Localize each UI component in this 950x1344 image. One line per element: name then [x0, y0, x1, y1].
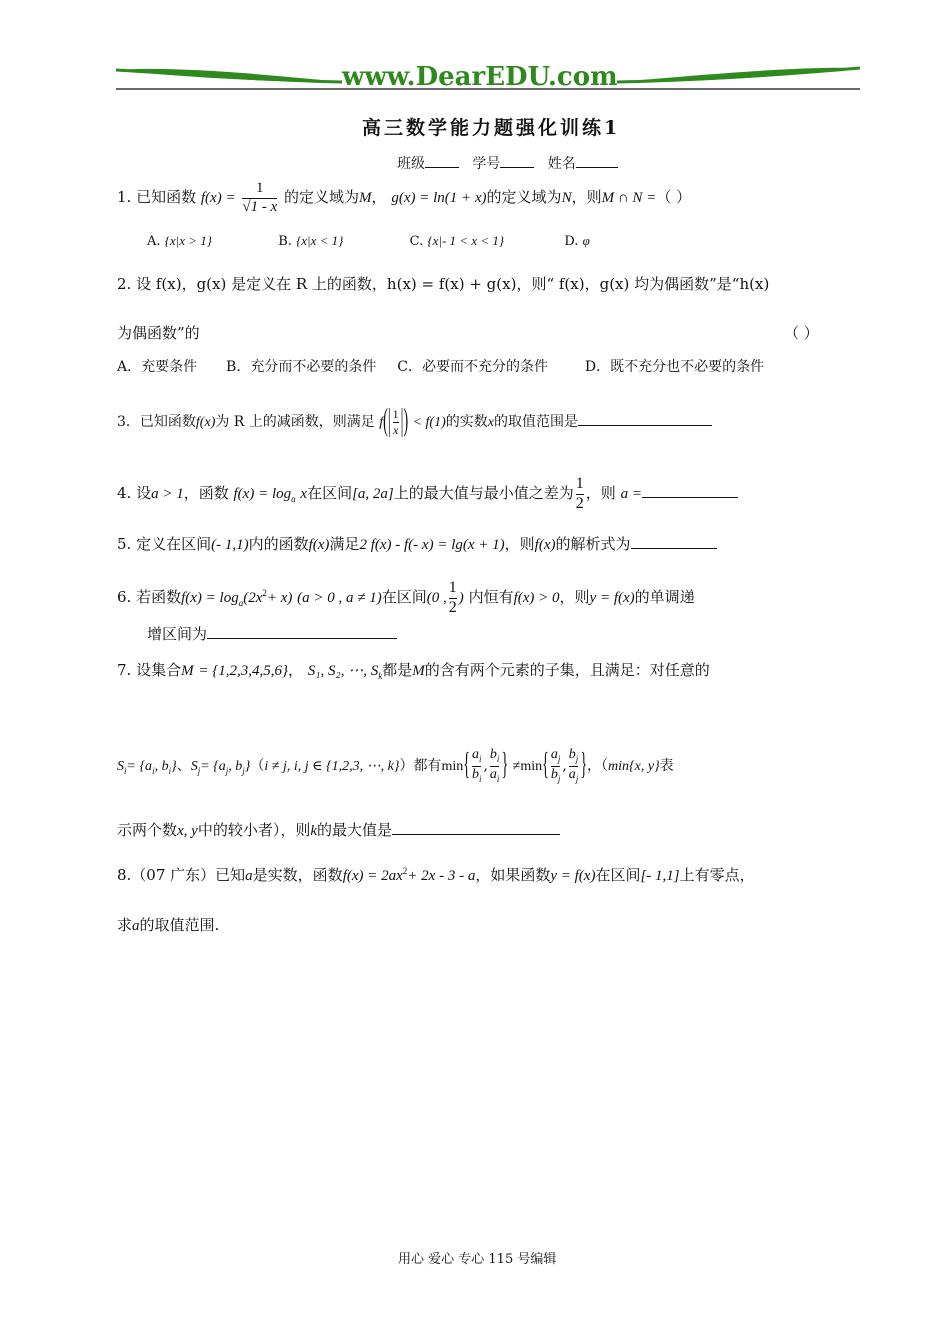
- q1-option-c: {x|- 1 < x < 1}: [427, 233, 505, 248]
- q7-subsets: S₁, S₂, ⋯, S: [307, 663, 379, 679]
- q7-frac-ai-bi: [472, 748, 482, 783]
- q7-frac-bj-aj: [569, 748, 579, 783]
- q6-num: 1: [448, 578, 457, 596]
- q6-intro: 6. 若函数: [117, 588, 182, 606]
- q1-option-c-label: C.: [409, 234, 424, 249]
- q6-line-1: [117, 571, 695, 625]
- q1-option-b: {x|x < 1}: [296, 233, 344, 248]
- q7-intro: 7. 设集合: [117, 661, 182, 679]
- q7-f2n-sub: i: [496, 754, 500, 765]
- q7-si-set2: , b: [154, 759, 169, 774]
- q7-si-sub: i: [124, 765, 127, 776]
- q7-mid1: ，: [288, 661, 304, 679]
- q7-f1d: b: [471, 766, 479, 782]
- q7-f1d-sub: i: [478, 773, 482, 784]
- q7-note-open: ，（: [587, 758, 609, 774]
- q5-mid2: 满足: [329, 535, 360, 553]
- q7-f3n: a: [550, 747, 558, 763]
- q5-fx: f(x): [308, 537, 330, 553]
- q7-cond-close: ）: [399, 758, 414, 774]
- q7-f4n-sub: j: [575, 754, 579, 765]
- q7-cond: i ≠ j, i, j ∈ {1,2,3, ⋯, k}: [264, 759, 400, 774]
- q7-f4n: b: [568, 747, 576, 763]
- q4-interval: [a, 2a]: [352, 486, 394, 502]
- q7-f3d-sub: j: [557, 773, 561, 784]
- q7-sj: S: [190, 759, 198, 774]
- q3-fx: f(x): [195, 415, 216, 430]
- q6-log-base: a: [238, 598, 244, 608]
- q4-a-eq: a =: [620, 486, 642, 502]
- q5-interval: (- 1,1): [211, 537, 249, 553]
- q5-mid1: 内的函数: [248, 535, 309, 553]
- q7-have: 都有: [413, 758, 442, 774]
- q1-M: M: [359, 190, 372, 206]
- q7-f3d: b: [550, 766, 558, 782]
- q5-mid3: ，则: [504, 535, 535, 553]
- q6-answer-blank: [207, 637, 397, 639]
- q1-comma: ，: [371, 188, 387, 206]
- q4-mid3: 上的最大值与最小值之差为: [393, 484, 574, 502]
- q7-brace-close-1: }: [501, 748, 509, 784]
- q1-option-d: φ: [582, 233, 590, 248]
- page-footer: 用心 爱心 专心 115 号编辑: [398, 1252, 557, 1267]
- q7-min-right: min: [520, 759, 543, 774]
- q1-mid2: 的定义域为: [486, 188, 562, 206]
- q7-f3n-sub: j: [557, 754, 561, 765]
- q7-xy: x, y: [177, 823, 198, 839]
- q3-tail2: 的取值范围是: [493, 414, 578, 430]
- q7-f2n: b: [489, 747, 497, 763]
- q4-intro: 4. 设: [117, 484, 152, 502]
- q8-func: f(x) = 2ax: [342, 868, 403, 884]
- q7-sep: 、: [176, 758, 191, 774]
- site-logo-text: www.DearEDU.com: [342, 62, 618, 92]
- q6-cond: (a > 0 , a ≠ 1): [297, 590, 382, 606]
- q6-fraction: [449, 580, 457, 617]
- q4-tail: ，则: [585, 484, 616, 502]
- q7-frac-aj-bj: [551, 748, 561, 783]
- q1-fraction: [242, 181, 277, 216]
- q6-int-left: (0 ,: [426, 590, 447, 606]
- q2-option-d: D．既不充分也不必要的条件: [584, 359, 765, 375]
- question-5: [117, 533, 717, 554]
- q7-aj-sub: j: [225, 765, 229, 776]
- q7-min-left: min: [441, 759, 464, 774]
- q7-f1n: a: [471, 747, 479, 763]
- q2-option-c: C．必要而不充分的条件: [397, 359, 548, 375]
- q7-bj-sub: j: [242, 765, 245, 776]
- q8-line2a: 求: [117, 916, 133, 934]
- question-3: [117, 402, 712, 443]
- q3-abs-right: |: [400, 404, 404, 440]
- q3-num: 1: [392, 406, 399, 421]
- q8-a: a: [245, 868, 253, 884]
- q8-line-2: [117, 914, 219, 935]
- q6-arg: (2x: [243, 590, 263, 606]
- q4-den: 2: [575, 494, 584, 512]
- q7-line3c: 的最大值是: [317, 821, 393, 839]
- q3-paren-left: (: [383, 404, 388, 440]
- q8-interval: [- 1,1]: [640, 868, 680, 884]
- q7-si-end: }: [171, 759, 177, 774]
- q7-line3b: 中的较小者），则: [197, 821, 311, 839]
- q7-M: M: [181, 663, 194, 679]
- q7-mid2: 都是: [382, 661, 413, 679]
- q7-k-sub: k: [378, 671, 383, 681]
- q7-sj-set: = {a: [200, 759, 226, 774]
- q4-mid2: 在区间: [307, 484, 353, 502]
- q8-mid2: ，如果函数: [475, 866, 551, 884]
- q7-ai-sub: i: [152, 765, 155, 776]
- class-label: 班级: [397, 156, 425, 172]
- q1-then: ，则: [571, 188, 602, 206]
- q8-intro: 8.（07 广东）已知: [117, 866, 246, 884]
- question-4: [117, 470, 738, 522]
- q7-frac-bi-ai: [490, 748, 500, 783]
- name-blank: [576, 166, 618, 168]
- q4-answer-blank: [642, 496, 738, 498]
- q7-line3a: 示两个数: [117, 821, 178, 839]
- question-1: [117, 176, 691, 219]
- q7-answer-blank: [392, 833, 560, 835]
- page-title: 高三数学能力题强化训练1: [362, 117, 621, 139]
- q3-den: x: [392, 422, 399, 437]
- q3-fraction: [393, 408, 399, 436]
- q7-brace-open-1: {: [463, 748, 470, 784]
- q1-answer-paren: （ ）: [656, 188, 692, 206]
- q5-tail: 的解析式为: [555, 535, 631, 553]
- q7-brace-close-2: }: [580, 748, 588, 784]
- id-blank: [500, 166, 534, 168]
- q6-exponent: 2: [262, 588, 267, 598]
- q5-equation: 2 f(x) - f(- x) = lg(x + 1): [359, 537, 505, 553]
- q6-tail: 的单调递: [634, 588, 695, 606]
- q7-bi-sub: i: [168, 765, 172, 776]
- q8-mid1: 是实数，函数: [252, 866, 343, 884]
- q4-fraction: [576, 476, 584, 513]
- q8-a2: a: [132, 918, 140, 934]
- q3-relation: < f(1): [412, 415, 446, 430]
- q1-mid1: 的定义域为: [284, 188, 360, 206]
- q7-f4d: a: [568, 766, 576, 782]
- q4-num: 1: [575, 474, 584, 492]
- q2-option-a: A．充要条件: [117, 359, 198, 375]
- q3-paren-right: ): [403, 404, 409, 440]
- q7-brace-open-2: {: [542, 748, 549, 784]
- q6-mid2: 内恒有: [468, 588, 514, 606]
- q3-answer-blank: [578, 424, 712, 426]
- q6-inequality: f(x) > 0: [513, 590, 560, 606]
- q3-intro: 3．已知函数: [117, 414, 196, 430]
- q4-x: x: [300, 486, 308, 502]
- q1-expr: M ∩ N =: [601, 190, 657, 206]
- q1-N: N: [561, 190, 572, 206]
- q4-log-base: a: [291, 494, 296, 504]
- q3-abs-left: |: [387, 404, 391, 440]
- q1-intro: 1. 已知函数: [117, 188, 197, 206]
- q3-f: f: [379, 415, 384, 430]
- q7-sj-sub: j: [197, 765, 201, 776]
- q7-line-3: [117, 819, 560, 840]
- q7-cond-open: （: [250, 758, 265, 774]
- q3-tail1: 的实数: [445, 414, 488, 430]
- q2-options: [117, 356, 764, 376]
- q6-yf: y = f(x): [589, 590, 635, 606]
- q8-yf: y = f(x): [550, 868, 596, 884]
- q7-line-2: $S_i= \{a_i$, $b_i$}、$S_j= \{a_j$, $b_j\}(i \ne j$, i, j ∈ {1,2,3, ⋯, k}）都有min{ $\frac{a_i}{b_i}$ , $\frac{b_i}{a_i}$ } ≠min{ $\frac{a_j}{b_j}$ , $\frac{b_j}{a_j}$ }，（min{x, y}表: [117, 743, 674, 794]
- q7-f4d-sub: j: [575, 773, 579, 784]
- q7-f2d-sub: i: [496, 773, 500, 784]
- q3-x: x: [487, 415, 494, 430]
- student-info: [397, 153, 618, 173]
- name-label: 姓名: [547, 156, 576, 172]
- q8-mid3: 在区间: [595, 866, 641, 884]
- q4-mid1: ，函数: [183, 484, 229, 502]
- q6-den: 2: [448, 598, 457, 616]
- q6-int-right: ): [458, 590, 464, 606]
- q7-f1n-sub: i: [478, 754, 482, 765]
- q8-func2: + 2x - 3 - a: [407, 868, 476, 884]
- q2-answer-paren: （ ）: [784, 324, 819, 342]
- q5-fx2: f(x): [534, 537, 556, 553]
- q7-set: = {1,2,3,4,5,6}: [198, 663, 288, 679]
- q1-num: 1: [256, 179, 264, 196]
- q5-intro: 5. 定义在区间: [117, 535, 212, 553]
- q2-line-2: 为偶函数”的: [117, 324, 200, 342]
- q4-cond: a > 1: [151, 486, 184, 502]
- q1-option-a-label: A.: [147, 234, 161, 249]
- q1-fx: f(x) =: [200, 190, 236, 206]
- q1-option-a: {x|x > 1}: [164, 233, 212, 248]
- class-blank: [425, 166, 459, 168]
- q7-M2: M: [412, 663, 425, 679]
- q6-mid3: ，则: [559, 588, 590, 606]
- q7-sj-end: }: [244, 759, 251, 774]
- q6-func: f(x) = log: [181, 590, 239, 606]
- q2-option-b: B．充分而不必要的条件: [226, 359, 377, 375]
- q6-mid1: 在区间: [381, 588, 427, 606]
- q6-line-2: [147, 623, 397, 644]
- q7-si: S: [117, 759, 124, 774]
- q7-sj-set2: , b: [228, 759, 243, 774]
- q7-k2: k: [310, 823, 318, 839]
- q6-line2-text: 增区间为: [147, 625, 208, 643]
- q8-tail: 上有零点，: [679, 866, 755, 884]
- q7-note-tail: 表: [659, 758, 674, 774]
- q7-note-min: min{x, y}: [608, 759, 660, 774]
- q8-exponent: 2: [402, 866, 408, 876]
- q6-arg2: + x): [266, 590, 293, 606]
- q1-gx: g(x) = ln(1 + x): [391, 190, 487, 206]
- q7-tail1: 的含有两个元素的子集，且满足：对任意的: [424, 661, 710, 679]
- q3-mid: 为 R 上的减函数，则满足: [215, 414, 375, 430]
- q1-options: [147, 233, 590, 249]
- q7-si-set: = {a: [126, 759, 153, 774]
- q8-line-1: [117, 864, 755, 885]
- q1-option-b-label: B.: [278, 234, 292, 249]
- q7-neq: ≠: [512, 759, 521, 774]
- q4-func: f(x) = log: [233, 486, 292, 502]
- q2-line-1: 2. 设 f(x)，g(x) 是定义在 R 上的函数，h(x) = f(x) + g(x)，则“ f(x)，g(x) 均为偶函数”是“h(x): [117, 275, 770, 293]
- q7-f2d: a: [489, 766, 497, 782]
- q8-line2b: 的取值范围.: [139, 916, 220, 934]
- id-label: 学号: [472, 156, 501, 172]
- q7-line-1: [117, 659, 710, 681]
- q1-den: √1 - x: [242, 198, 278, 215]
- q5-answer-blank: [631, 547, 717, 549]
- q1-option-d-label: D.: [564, 234, 579, 249]
